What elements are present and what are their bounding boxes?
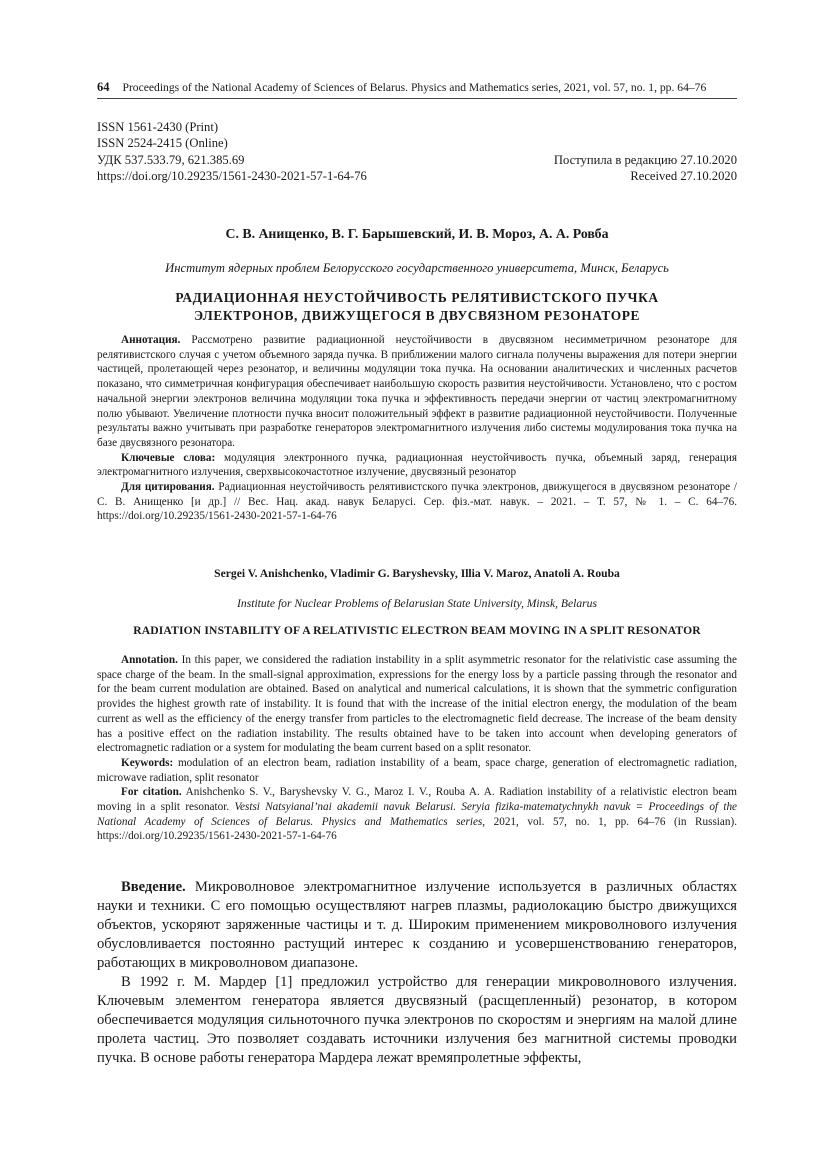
- citation-ru-label: Для цитирования.: [121, 481, 215, 494]
- institution-en: Institute for Nuclear Problems of Belarusian State University, Minsk, Belarus: [237, 597, 597, 610]
- article-page: [97, 0, 737, 1169]
- keywords-ru: [97, 451, 737, 480]
- intro-paragraph-2: В 1992 г. М. Мардер [1] предложил устройство для генерации микроволнового излучения. Ключевым элементом генератора является двусвязный (расщепленный) резонатор, в котором обеспечивается модуляция сильноточного пучка электронов по скоростям и энергиям на малой длине пролета частиц. Это позволяет создавать источники излучения без магнитной системы проводки пучка. В основе работы генератора Мардера лежат времяпролетные эффекты,: [97, 974, 737, 1066]
- udk: УДК 537.533.79, 621.385.69: [97, 152, 245, 167]
- annotation-ru-text: Рассмотрено развитие радиационной неустойчивости в двусвязном несимметричном резонаторе для релятивистского случая с учетом объемного заряда пучка. В приближении малого сигнала получены выражения для потери энергии частицей, пролетающей через резонатор, и величины модуляции тока пучка. На основании аналитических и численных расчетов показано, что симметричная конфигурация обеспечивает наибольшую скорость развития неустойчивости. Установлено, что с ростом начальной энергии электронов величина модуляции тока пучка и эффективность передачи энергии от частиц электромагнитному полю убывают. Увеличение плотности пучка вносит положительный эффект в развитие радиационной неустойчивости. Полученные результаты важно учитывать при разработке генераторов электромагнитного излучения либо системы модулирования тока пучка на базе двусвязного резонатора.: [97, 334, 737, 449]
- citation-en-text-2: , 2021, vol. 57, no. 1, pp. 64–76 (in Russian). https://doi.org/10.29235/1561-2430-2021-57-1-64-76: [97, 815, 737, 843]
- meta-row-doi: [97, 168, 737, 184]
- institution-ru: Институт ядерных проблем Белорусского государственного университета, Минск, Беларусь: [165, 261, 669, 275]
- title-ru-line-1: РАДИАЦИОННАЯ НЕУСТОЙЧИВОСТЬ РЕЛЯТИВИСТСКОГО ПУЧКА: [175, 290, 659, 305]
- annotation-en-text: In this paper, we considered the radiation instability in a split asymmetric resonator for the relativistic case assuming the space charge of the beam. In the small-signal approximation, expressions for the energy loss by a particle passing through the resonator and for the beam current modulation are obtained. Based on analytical and numerical calculations, it is shown that the symmetric configuration provides the highest growth rate of instability. It is found that with the increase of the initial electron energy, the modulation of the beam current as well as the efficiency of the energy transfer from particles to the electromagnetic field decrease. The increase of the beam density has a positive effect on the radiation instability. The results obtained have to be taken into account when developing generators of electromagnetic radiation or a system for modulating the beam current based on a split resonator.: [97, 654, 737, 755]
- issn-print: ISSN 1561-2430 (Print): [97, 120, 219, 134]
- journal-line: Proceedings of the National Academy of Sciences of Belarus. Physics and Mathematics series, 2021, vol. 57, no. 1, pp. 64–76: [122, 81, 707, 94]
- citation-en-journal: Vestsi Natsyianal’nai akademii navuk Belarusi. Seryia fizika-matematychnykh navuk = Proceedings of the National Academy of Sciences of Belarus. Physics and Mathematics series: [97, 801, 737, 828]
- title-ru: [97, 289, 737, 325]
- intro-paragraph-1: [97, 878, 737, 973]
- title-ru-line-2: ЭЛЕКТРОНОВ, ДВИЖУЩЕГОСЯ В ДВУСВЯЗНОМ РЕЗОНАТОРЕ: [193, 308, 641, 323]
- abstract-en: [97, 653, 737, 844]
- keywords-en: [97, 756, 737, 785]
- page-number: 64: [97, 80, 110, 94]
- citation-en-text-1: Anishchenko S. V., Baryshevsky V. G., Maroz I. V., Rouba A. A. Radiation instability of a relativistic electron beam moving in a split resonator.: [97, 786, 738, 814]
- keywords-ru-text: модуляция электронного пучка, радиационная неустойчивость пучка, объемный заряд, генерация электромагнитного излучения, сверхвысокочастотное излучение, двусвязный резонатор: [97, 451, 738, 479]
- keywords-en-text: modulation of an electron beam, radiation instability of a beam, space charge, generation of electromagnetic radiation, microwave radiation, split resonator: [97, 756, 737, 784]
- running-head: [97, 80, 737, 95]
- body-text: [97, 878, 737, 1068]
- abstract-ru: [97, 333, 737, 524]
- annotation-ru-label: Аннотация.: [121, 334, 181, 346]
- citation-ru: [97, 480, 737, 524]
- issn-online: ISSN 2524-2415 (Online): [97, 136, 228, 151]
- annotation-en-label: Annotation.: [121, 654, 178, 666]
- publication-meta: [97, 119, 737, 184]
- meta-row-udk: [97, 152, 737, 168]
- received-ru: Поступила в редакцию 27.10.2020: [553, 152, 737, 167]
- citation-en: [97, 785, 737, 844]
- citation-ru-text: Радиационная неустойчивость релятивистского пучка электронов, движущегося в двусвязном резонаторе / С. В. Анищенко [и др.] // Вес. Нац. акад. навук Беларусі. Сер. фіз.-мат. навук. – 2021. – Т. 57, № 1. – С. 64–76. https://doi.org/10.29235/1561-2430-2021-57-1-64-76: [97, 481, 737, 523]
- header-rule: [97, 98, 737, 99]
- received-en: Received 27.10.2020: [630, 168, 737, 183]
- title-en: RADIATION INSTABILITY OF A RELATIVISTIC ELECTRON BEAM MOVING IN A SPLIT RESONATOR: [133, 624, 701, 637]
- keywords-ru-label: Ключевые слова:: [121, 451, 216, 464]
- keywords-en-label: Keywords:: [121, 756, 174, 769]
- authors-en: Sergei V. Anishchenko, Vladimir G. Baryshevsky, Illia V. Maroz, Anatoli A. Rouba: [214, 567, 620, 580]
- authors-ru: С. В. Анищенко, В. Г. Барышевский, И. В. Мороз, А. А. Ровба: [225, 226, 609, 241]
- doi-link[interactable]: https://doi.org/10.29235/1561-2430-2021-57-1-64-76: [97, 168, 367, 183]
- annotation-ru: [97, 333, 737, 451]
- intro-paragraph-1-text: Микроволновое электромагнитное излучение используется в различных областях науки и техники. С его помощью осуществляют нагрев плазмы, радиолокацию быстро движущихся объектов, ускоряют заряженные частицы и т. д. Широким применением микроволнового излучения обусловливается постоянно растущий интерес к созданию и усовершенствованию генераторов, работающих в микроволновом диапазоне.: [97, 879, 737, 971]
- intro-label: Введение.: [121, 879, 186, 895]
- citation-en-label: For citation.: [121, 786, 182, 799]
- annotation-en: [97, 653, 737, 756]
